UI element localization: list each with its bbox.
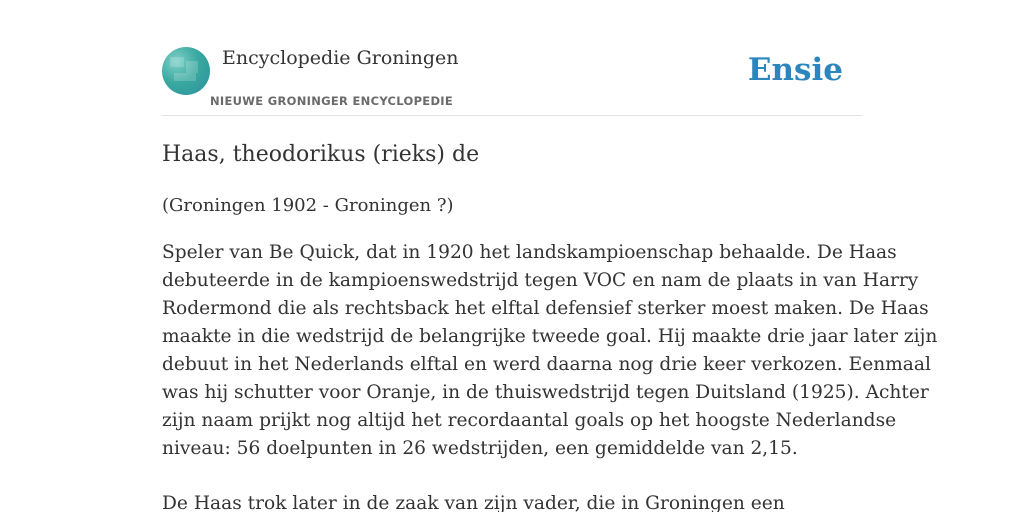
paragraph-line: Rodermond die als rechtsback het elftal defensief sterker moest maken. De Haas bbox=[162, 298, 929, 319]
paragraph-line: maakte in die wedstrijd de belangrijke tweede goal. Hij maakte drie jaar later zijn bbox=[162, 326, 938, 347]
paragraph-line: Speler van Be Quick, dat in 1920 het landskampioenschap behaalde. De Haas bbox=[162, 242, 897, 263]
site-subtitle: NIEUWE GRONINGER ENCYCLOPEDIE bbox=[210, 94, 454, 108]
paragraph-line: zijn naam prijkt nog altijd het recordaantal goals op het hoogste Nederlandse bbox=[162, 410, 897, 431]
site-header bbox=[162, 0, 862, 116]
paragraph-line: niveau: 56 doelpunten in 26 wedstrijden, een gemiddelde van 2,15. bbox=[162, 438, 798, 459]
page-container bbox=[162, 0, 938, 512]
logo-tile bbox=[186, 61, 198, 73]
article-lifespan: (Groningen 1902 - Groningen ?) bbox=[162, 195, 454, 216]
paragraph-line: was hij schutter voor Oranje, in de thuiswedstrijd tegen Duitsland (1925). Achter bbox=[162, 382, 929, 403]
site-name-link[interactable]: Encyclopedie Groningen bbox=[222, 47, 459, 69]
article-paragraph-1 bbox=[162, 239, 938, 463]
logo-tile bbox=[170, 57, 184, 67]
site-logo-icon[interactable] bbox=[162, 47, 210, 95]
article-title: Haas, theodorikus (rieks) de bbox=[162, 142, 480, 167]
ensie-brand-link[interactable]: Ensie bbox=[747, 52, 843, 88]
paragraph-line: debuut in het Nederlands elftal en werd daarna nog drie keer verkozen. Eenmaal bbox=[162, 354, 931, 375]
article-paragraph-2: De Haas trok later in de zaak van zijn vader, die in Groningen een bbox=[162, 493, 785, 512]
paragraph-line: debuteerde in de kampioenswedstrijd tegen VOC en nam de plaats in van Harry bbox=[162, 270, 919, 291]
logo-tile bbox=[174, 73, 196, 81]
